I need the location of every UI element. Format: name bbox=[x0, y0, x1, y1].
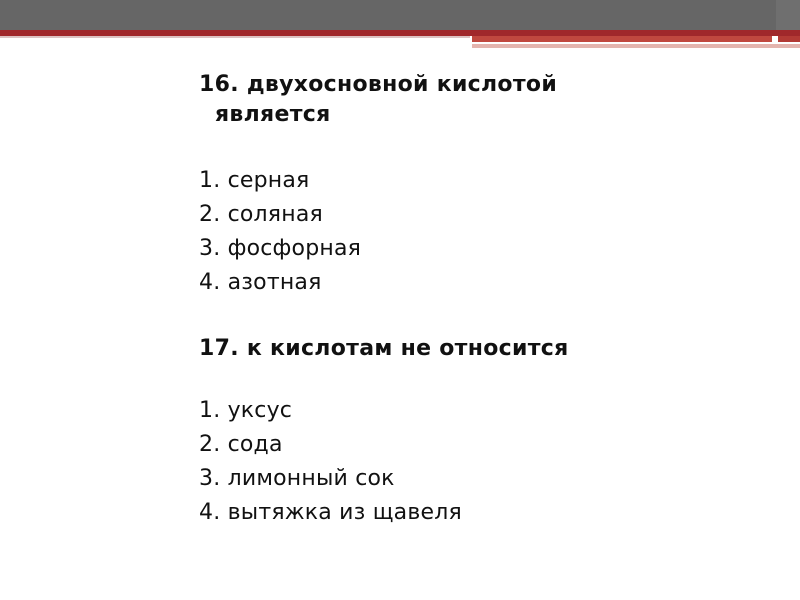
question-17-option-3: 3. лимонный сок bbox=[199, 466, 395, 491]
question-17-title-line1: 17. к кислотам не относится bbox=[199, 336, 569, 361]
question-17-options bbox=[199, 394, 759, 530]
question-16-title-line1: 16. двухосновной кислотой bbox=[199, 72, 558, 97]
question-16-option-1: 1. серная bbox=[199, 168, 310, 193]
slide-content bbox=[199, 70, 759, 530]
question-16-title bbox=[199, 70, 759, 130]
question-17-option-4: 4. вытяжка из щавеля bbox=[199, 500, 462, 525]
top-band-edge bbox=[776, 0, 800, 30]
question-16-option-2: 2. соляная bbox=[199, 202, 323, 227]
question-17-title bbox=[199, 334, 759, 364]
question-16-options bbox=[199, 164, 759, 300]
question-16-option-4: 4. азотная bbox=[199, 270, 322, 295]
top-decorative-band bbox=[0, 0, 800, 30]
question-block-16 bbox=[199, 70, 759, 300]
question-17-option-2: 2. сода bbox=[199, 432, 283, 457]
accent-segment-left bbox=[0, 36, 470, 38]
question-block-17 bbox=[199, 334, 759, 530]
question-16-option-3: 3. фосфорная bbox=[199, 236, 362, 261]
accent-end bbox=[778, 36, 800, 42]
question-17-option-1: 1. уксус bbox=[199, 398, 293, 423]
question-16-title-line2: является bbox=[215, 102, 331, 127]
accent-thin-right bbox=[472, 44, 800, 48]
accent-segment-right bbox=[472, 36, 772, 42]
